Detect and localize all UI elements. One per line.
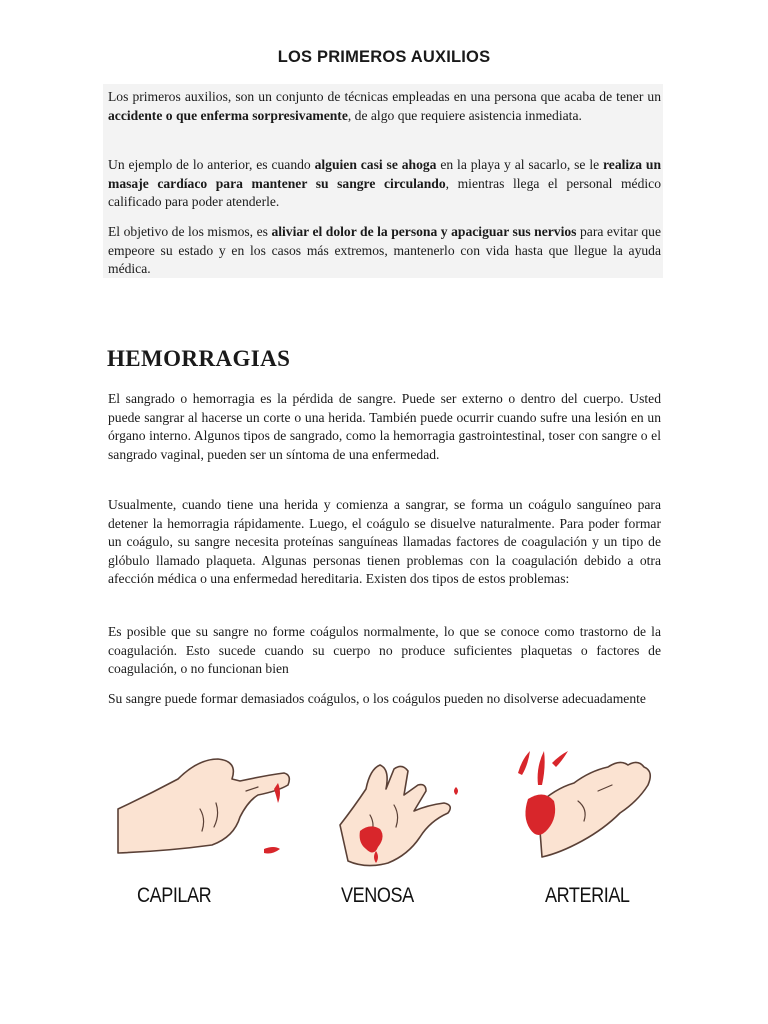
- page-title: LOS PRIMEROS AUXILIOS: [277, 48, 491, 66]
- intro-p2-bold-1: alguien casi se ahoga: [314, 157, 437, 172]
- intro-p3-text: El objetivo de los mismos, es: [108, 224, 272, 239]
- intro-p1-text-end: , de algo que requiere asistencia inmediata.: [347, 107, 582, 123]
- label-arterial: ARTERIAL: [545, 884, 630, 907]
- section-heading: HEMORRAGIAS: [107, 346, 291, 371]
- body-paragraph-2: Usualmente, cuando tiene una herida y comienza a sangrar, se forma un coágulo sanguíneo para detener la hemorragia rápidamente. Luego, el coágulo se disuelve naturalmente. Para poder formar un coágulo, su sangre necesita proteínas sanguíneas llamadas factores de coagulación y un tipo de glóbulo llamado plaqueta. Algunas personas tienen problemas con la coagulación debido a otra afección médica o una enfermedad hereditaria. Existen dos tipos de estos problemas:: [108, 497, 661, 587]
- intro-paragraph-2: [108, 156, 661, 212]
- intro-p3-text-end: para evitar que empeore su estado y en los casos más extremos, mantenerlo con vida hasta que llegue la ayuda médica.: [108, 224, 661, 277]
- body-paragraph-1: El sangrado o hemorragia es la pérdida de sangre. Puede ser externo o dentro del cuerpo. Usted puede sangrar al hacerse un corte o una herida. También puede ocurrir cuando sufre una lesión en un órgano interno. Algunos tipos de sangrado, como la hemorragia gastrointestinal, toser con sangre o el sangrado vaginal, pueden ser un síntoma de una enfermedad.: [108, 391, 661, 462]
- body-paragraph-3: Es posible que su sangre no forme coágulos normalmente, lo que se conoce como trastorno de la coagulación. Esto sucede cuando su cuerpo no produce suficientes plaquetas o factores de coagulación, o no funcionan bien: [108, 624, 661, 677]
- body-paragraph-4: Su sangre puede formar demasiados coágulos, o los coágulos pueden no disolverse adecuadamente: [108, 691, 646, 706]
- venous-hand-illustration: [340, 765, 458, 866]
- intro-p2-bold-2: realiza un masaje cardíaco para mantener su sangre circulando: [108, 157, 662, 191]
- intro-paragraph-3: [108, 223, 661, 279]
- intro-p3-bold: aliviar el dolor de la persona y apaciguar sus nervios: [271, 224, 577, 239]
- label-capilar: CAPILAR: [137, 884, 212, 907]
- intro-p2-text: Un ejemplo de lo anterior, es cuando: [108, 157, 315, 172]
- arterial-hand-illustration: [518, 751, 650, 857]
- intro-p1-bold: accidente o que enferma sorpresivamente: [108, 107, 348, 123]
- intro-p2-text-mid: en la playa y al sacarlo, se le: [436, 157, 604, 172]
- intro-p1-text: Los primeros auxilios, son un conjunto de técnicas empleadas en una persona que acaba de tener un: [108, 89, 661, 104]
- intro-paragraph-1: [108, 88, 661, 125]
- label-venosa: VENOSA: [341, 884, 414, 907]
- intro-p2-text-end: , mientras llega el personal médico calificado para poder atenderle.: [108, 175, 661, 210]
- capillary-hand-illustration: [118, 759, 289, 854]
